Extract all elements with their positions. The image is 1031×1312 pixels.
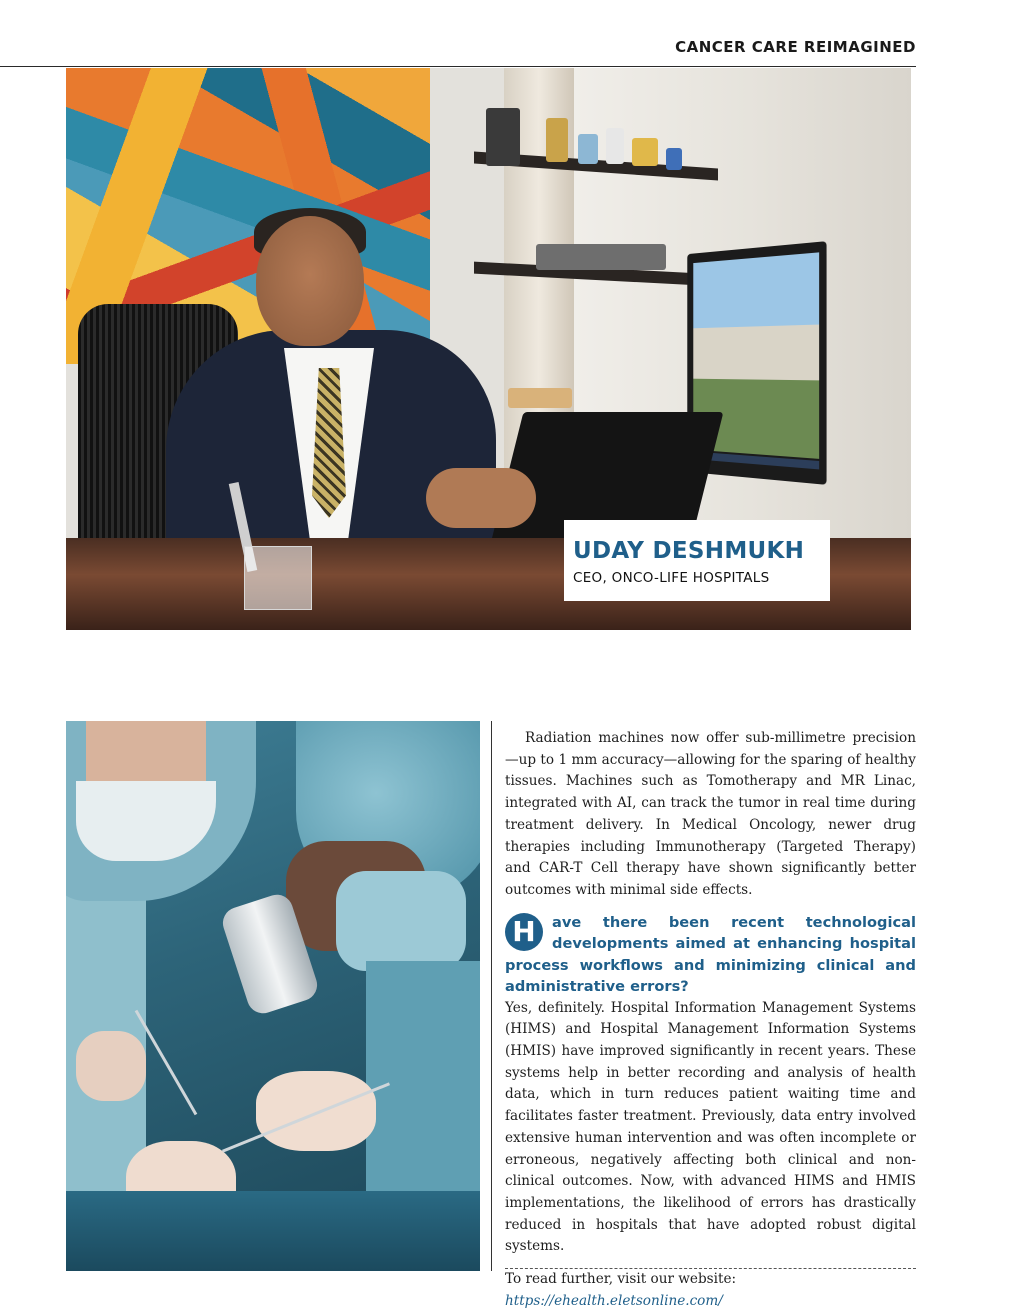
read-further [505,1269,916,1312]
answer-paragraph: Yes, definitely. Hospital Information Management Systems (HIMS) and Hospital Management Information Systems (HMIS) have improved significantly in recent years. These systems help in better recording and analysis of health data, which in turn reduces patient waiting time and facilitates faster treatment. Previously, data entry involved extensive human intervention and was often incomplete or erroneous, negatively affecting both clinical and non-clinical outcomes. Now, with advanced HIMS and HMIS implementations, the likelihood of errors has drastically reduced in hospitals that have adopted robust digital systems. [505,999,916,1255]
face [256,216,364,346]
award-trophy [546,118,568,162]
article-body [505,728,916,1312]
award-plaque [508,388,572,408]
question-text: ave there been recent technological developments aimed at enhancing hospital process workflows and minimizing clinical and administrative errors? [505,913,916,996]
award-trophy [666,148,682,170]
gloved-hand [76,1031,146,1101]
award-trophy [536,244,666,270]
hands [426,468,536,528]
surgical-drape [66,1191,480,1271]
name-caption [564,520,830,601]
ceo-portrait-photo [66,68,911,630]
column-rule [491,721,492,1271]
intro-paragraph: Radiation machines now offer sub-millimetre precision—up to 1 mm accuracy—allowing for the sparing of healthy tissues. Machines such as Tomotherapy and MR Linac, integrated with AI, can track the tumor in real time during treatment delivery. In Medical Oncology, newer drug therapies including Immunotherapy (Targeted Therapy) and CAR-T Cell therapy have shown significantly better outcomes with minimal side effects. [505,730,916,898]
website-link[interactable]: https://ehealth.eletsonline.com/ [505,1292,723,1309]
drop-cap: H [505,913,543,951]
read-further-label: To read further, visit our website: [505,1271,737,1288]
header-rule [0,66,916,67]
surgery-photo [66,721,480,1271]
person-role: CEO, ONCO-LIFE HOSPITALS [573,570,770,586]
award-trophy [606,128,624,164]
glass-memento [244,546,312,610]
award-trophy [578,134,598,164]
award-trophy [632,138,658,166]
award-trophy [486,108,520,166]
surgical-mask-2 [336,871,466,971]
section-title: CANCER CARE REIMAGINED [675,38,916,56]
person-name: UDAY DESHMUKH [573,538,805,564]
interview-question [505,912,916,998]
